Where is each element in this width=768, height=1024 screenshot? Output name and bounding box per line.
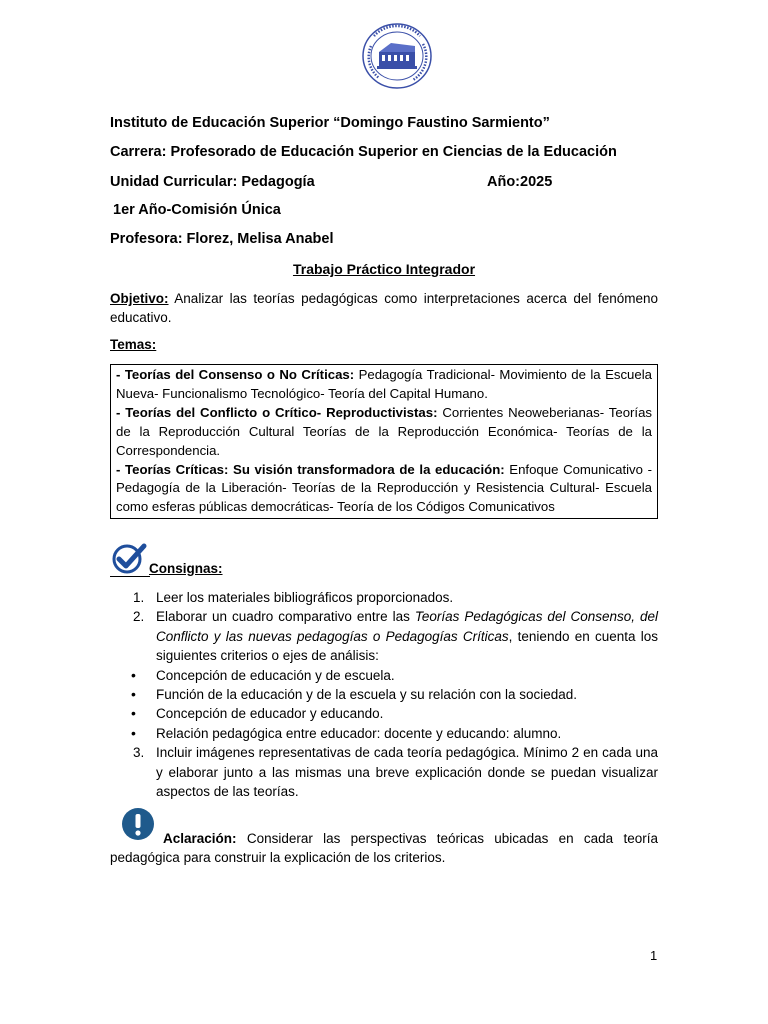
bullet-text: Concepción de educación y de escuela.: [156, 667, 395, 683]
career-line: Carrera: Profesorado de Educación Superior en Ciencias de la Educación: [110, 144, 617, 160]
temas-box: [110, 364, 658, 519]
list-marker: 2.: [133, 609, 145, 625]
temas-label: Temas:: [110, 337, 157, 352]
curricular-unit-line: Unidad Curricular: Pedagogía: [110, 174, 315, 190]
institute-seal-logo: [361, 22, 433, 90]
consignas-underline: [110, 576, 150, 577]
year-line: Año:2025: [487, 174, 553, 190]
bullet-item: [110, 724, 658, 743]
list-item-text: Leer los materiales bibliográficos proporcionados.: [156, 590, 454, 605]
list-item-italic: Teorías Pedagógicas del Consenso, del Conflicto y las nuevas pedagogías o Pedagogías Críticas: [156, 609, 658, 644]
objective-text: Analizar las teorías pedagógicas como interpretaciones acerca del fenómeno educativo.: [110, 291, 658, 325]
teacher-line: Profesora: Florez, Melisa Anabel: [110, 231, 334, 247]
tema-heading: - Teorías del Conflicto o Crítico- Reproductivistas:: [116, 404, 438, 420]
tema-heading: - Teorías Críticas: Su visión transformadora de la educación:: [116, 461, 505, 477]
bullet-item: [110, 704, 658, 723]
bullet-text: Función de la educación y de la escuela y su relación con la sociedad.: [156, 687, 578, 703]
bullet-item: [110, 666, 658, 685]
institute-name: Instituto de Educación Superior “Domingo Faustino Sarmiento”: [110, 115, 550, 131]
bullet-marker: •: [131, 724, 136, 741]
bullet-text: Concepción de educador y educando.: [156, 706, 384, 722]
list-marker: 1.: [133, 590, 145, 605]
bullet-marker: •: [131, 686, 136, 703]
list-item: [110, 588, 658, 607]
commission-line: 1er Año-Comisión Única: [113, 202, 281, 218]
tema-text: Pedagogía Tradicional- Movimiento de la Escuela Nueva- Funcionalismo Tecnológico- Teoría del Capital Humano.: [116, 367, 652, 401]
page-number: 1: [650, 948, 658, 963]
bullet-marker: •: [131, 705, 136, 722]
list-item-text: Elaborar un cuadro comparativo entre las: [156, 609, 415, 625]
consignas-list: [110, 588, 658, 801]
clarification-text: Considerar las perspectivas teóricas ubicadas en cada teoría pedagógica para construir la explicación de los criterios.: [110, 831, 658, 865]
list-marker: 3.: [133, 745, 145, 761]
bullet-marker: •: [131, 666, 136, 683]
list-item-text: , teniendo en cuenta los siguientes criterios o ejes de análisis:: [156, 628, 659, 664]
page-title: Trabajo Práctico Integrador: [292, 261, 476, 277]
clarification-paragraph: [110, 829, 658, 867]
tema-item: [116, 404, 652, 461]
objective-paragraph: [110, 289, 658, 327]
tema-item: [116, 366, 652, 404]
bullet-text: Relación pedagógica entre educador: docente y educando: alumno.: [156, 725, 562, 741]
bullet-item: [110, 685, 658, 704]
consignas-label: Consignas:: [149, 561, 223, 576]
tema-text: Corrientes Neoweberianas- Teorías de la Reproducción Cultural Teorías de la Reproducción Económica- Teorías de la Correspondencia.: [116, 404, 653, 458]
check-icon: [111, 543, 147, 575]
list-item: [110, 607, 658, 665]
tema-item: [116, 461, 652, 518]
list-item: [110, 743, 658, 801]
clarification-label: Aclaración:: [163, 831, 237, 846]
objective-label: Objetivo:: [110, 291, 169, 306]
tema-text: Enfoque Comunicativo - Pedagogía de la Liberación- Teorías de la Reproducción y Resistencia Cultural- Escuela como esferas públicas democráticas- Teoría de los Códigos Comunicativos: [116, 461, 652, 515]
tema-heading: - Teorías del Consenso o No Críticas:: [116, 367, 355, 382]
list-item-text: Incluir imágenes representativas de cada teoría pedagógica. Mínimo 2 en cada una y elaborar junto a las mismas una breve explicación donde se puedan visualizar aspectos de las teorías.: [156, 745, 658, 800]
